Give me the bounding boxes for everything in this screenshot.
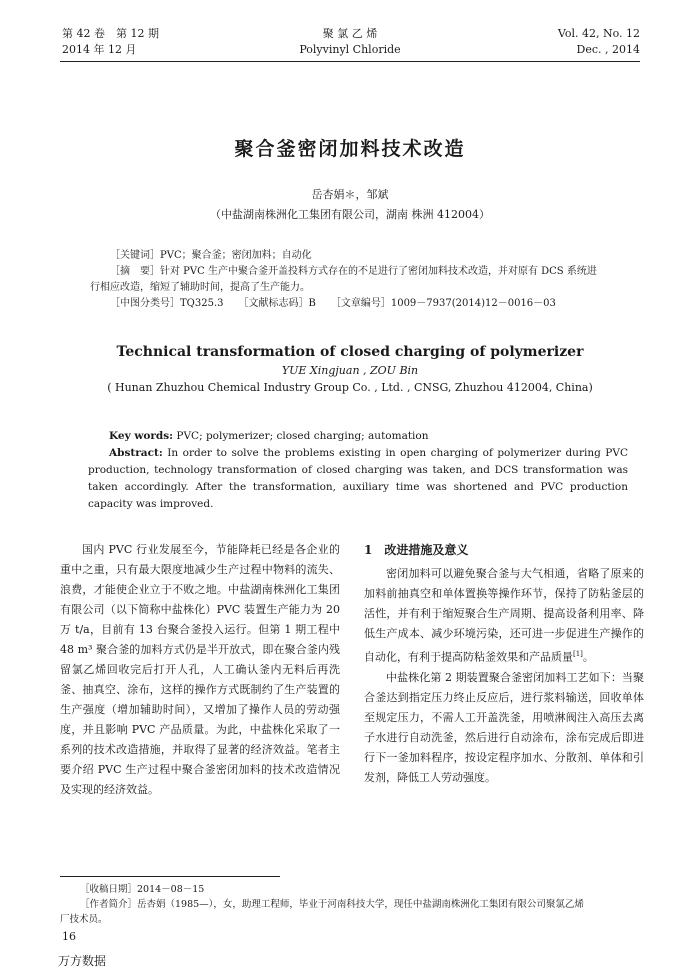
section-p1-text: 密闭加料可以避免聚合釜与大气相通，省略了原来的加料前抽真空和单体置换等操作环节，保持了防粘釜层的活性，并有利于缩短聚合生产周期、提高设备利用率、降低生产成本、减少环境污染，还可进一步促进生产操作的自动化，有利于提高防粘釜效果和产品质量 [364, 567, 644, 664]
author-bio-continued [60, 912, 160, 927]
authors-en: YUE Xingjuan , ZOU Bin [281, 364, 419, 377]
article-title-cn: 聚合釜密闭加料技术改造 [234, 138, 466, 160]
footnote-rule [60, 876, 280, 877]
keywords-en-text: PVC; polymerizer; closed charging; automation [176, 430, 429, 442]
journal-name-en: Polyvinyl Chloride [299, 43, 401, 56]
keywords-cn: ［关键词］PVC；聚合釜；密闭加料；自动化 [110, 250, 312, 261]
section-paragraph-2: 中盐株化第 2 期装置聚合釜密闭加料工艺如下：当聚合釜达到指定压力终止反应后，进行浆料输送，回收单体至规定压力，不需人工开盖洗釜，用喷淋阀注入高压去离子水进行自动洗釜，然后进行自动涂布，涂布完成后即进行下一釜加料程序，按设定程序加水、分散剂、单体和引发剂，降低工人劳动强度。 [364, 670, 644, 784]
author-bio-line1: ［作者简介］岳杏娟（1985—），女，助理工程师，毕业于河南科技大学，现任中盐湖南株洲化工集团有限公司聚氯乙烯 [80, 899, 584, 910]
keywords-en-label: Key words: [109, 430, 174, 442]
section-paragraph-1 [364, 564, 644, 668]
body-column-left [60, 540, 340, 800]
date-en: Dec. , 2014 [576, 43, 640, 56]
footnotes [60, 882, 640, 912]
abstract-cn-line1: ［摘 要］针对 PVC 生产中聚合釜开盖投料方式存在的不足进行了密闭加料技术改造，并对原有 DCS 系统进 [110, 266, 597, 277]
volume-cn: 第 42 卷 第 12 期 [62, 27, 159, 40]
section-p1-end: 。 [582, 650, 594, 664]
intro-paragraph: 国内 PVC 行业发展至今，节能降耗已经是各企业的重中之重，只有最大限度地减少生产过程中物料的流失、浪费，才能使企业立于不败之地。中盐湖南株洲化工集团有限公司（以下简称中盐株化）PVC 装置生产能力为 20 万 t/a，目前有 13 台聚合釜投入运行。但第 1 期工程中 48 m³ 聚合釜的加料方式仍是半开放式，即在聚合釜内残留氯乙烯回收完后打开人孔，人工确认釜内无料后再洗釜、抽真空、涂布，这样的操作方式既制约了生产装置的生产强度（增加辅助时间），又增加了操作人员的劳动强度，并且影响 PVC 产品质量。为此，中盐株化采取了一系列的技术改造措施，并取得了显著的经济效益。笔者主要介绍 PVC 生产过程中聚合釜密闭加料的技术改造情况及实现的经济效益。 [60, 543, 340, 796]
date-cn: 2014 年 12 月 [62, 43, 137, 56]
author-bio-line2: 厂技术员。 [60, 914, 108, 925]
header-right [558, 26, 640, 58]
watermark: 万方数据 [58, 954, 107, 968]
header-rule [60, 61, 640, 62]
abstract-en-label: Abstract: [109, 447, 163, 459]
abstract-en-block [88, 428, 628, 513]
body-column-right [364, 540, 644, 788]
classification-codes: ［中图分类号］TQ325.3 ［文献标志码］B ［文章编号］1009－7937(2014)12－0016－03 [110, 298, 556, 309]
affiliation-en: ( Hunan Zhuzhou Chemical Industry Group Co. , Ltd. , CNSG, Zhuzhou 412004, China) [107, 381, 593, 394]
reference-mark: [1] [573, 650, 583, 658]
volume-en: Vol. 42, No. 12 [557, 27, 640, 40]
authors-cn: 岳杏娟＊，邹斌 [311, 188, 389, 201]
abstract-en [88, 445, 628, 513]
abstract-en-text: In order to solve the problems existing in open charging of polymerizer during PVC production, technology transformation of closed charging was taken, and DCS transformation was taken accordingly. After the transformation, auxiliary time was shortened and PVC production capacity was improved. [88, 447, 628, 510]
keywords-en [88, 428, 628, 445]
received-date: ［收稿日期］2014－08－15 [80, 884, 205, 895]
abstract-cn-line2: 行相应改造，缩短了辅助时间，提高了生产能力。 [90, 282, 310, 293]
metadata-cn [90, 248, 630, 312]
journal-name-cn: 聚 氯 乙 烯 [322, 27, 378, 40]
affiliation-cn: （中盐湖南株洲化工集团有限公司，湖南 株洲 412004） [210, 208, 490, 221]
article-title-en: Technical transformation of closed charging of polymerizer [116, 344, 584, 360]
section-heading: 1 改进措施及意义 [364, 543, 469, 557]
page-number: 16 [62, 930, 76, 943]
